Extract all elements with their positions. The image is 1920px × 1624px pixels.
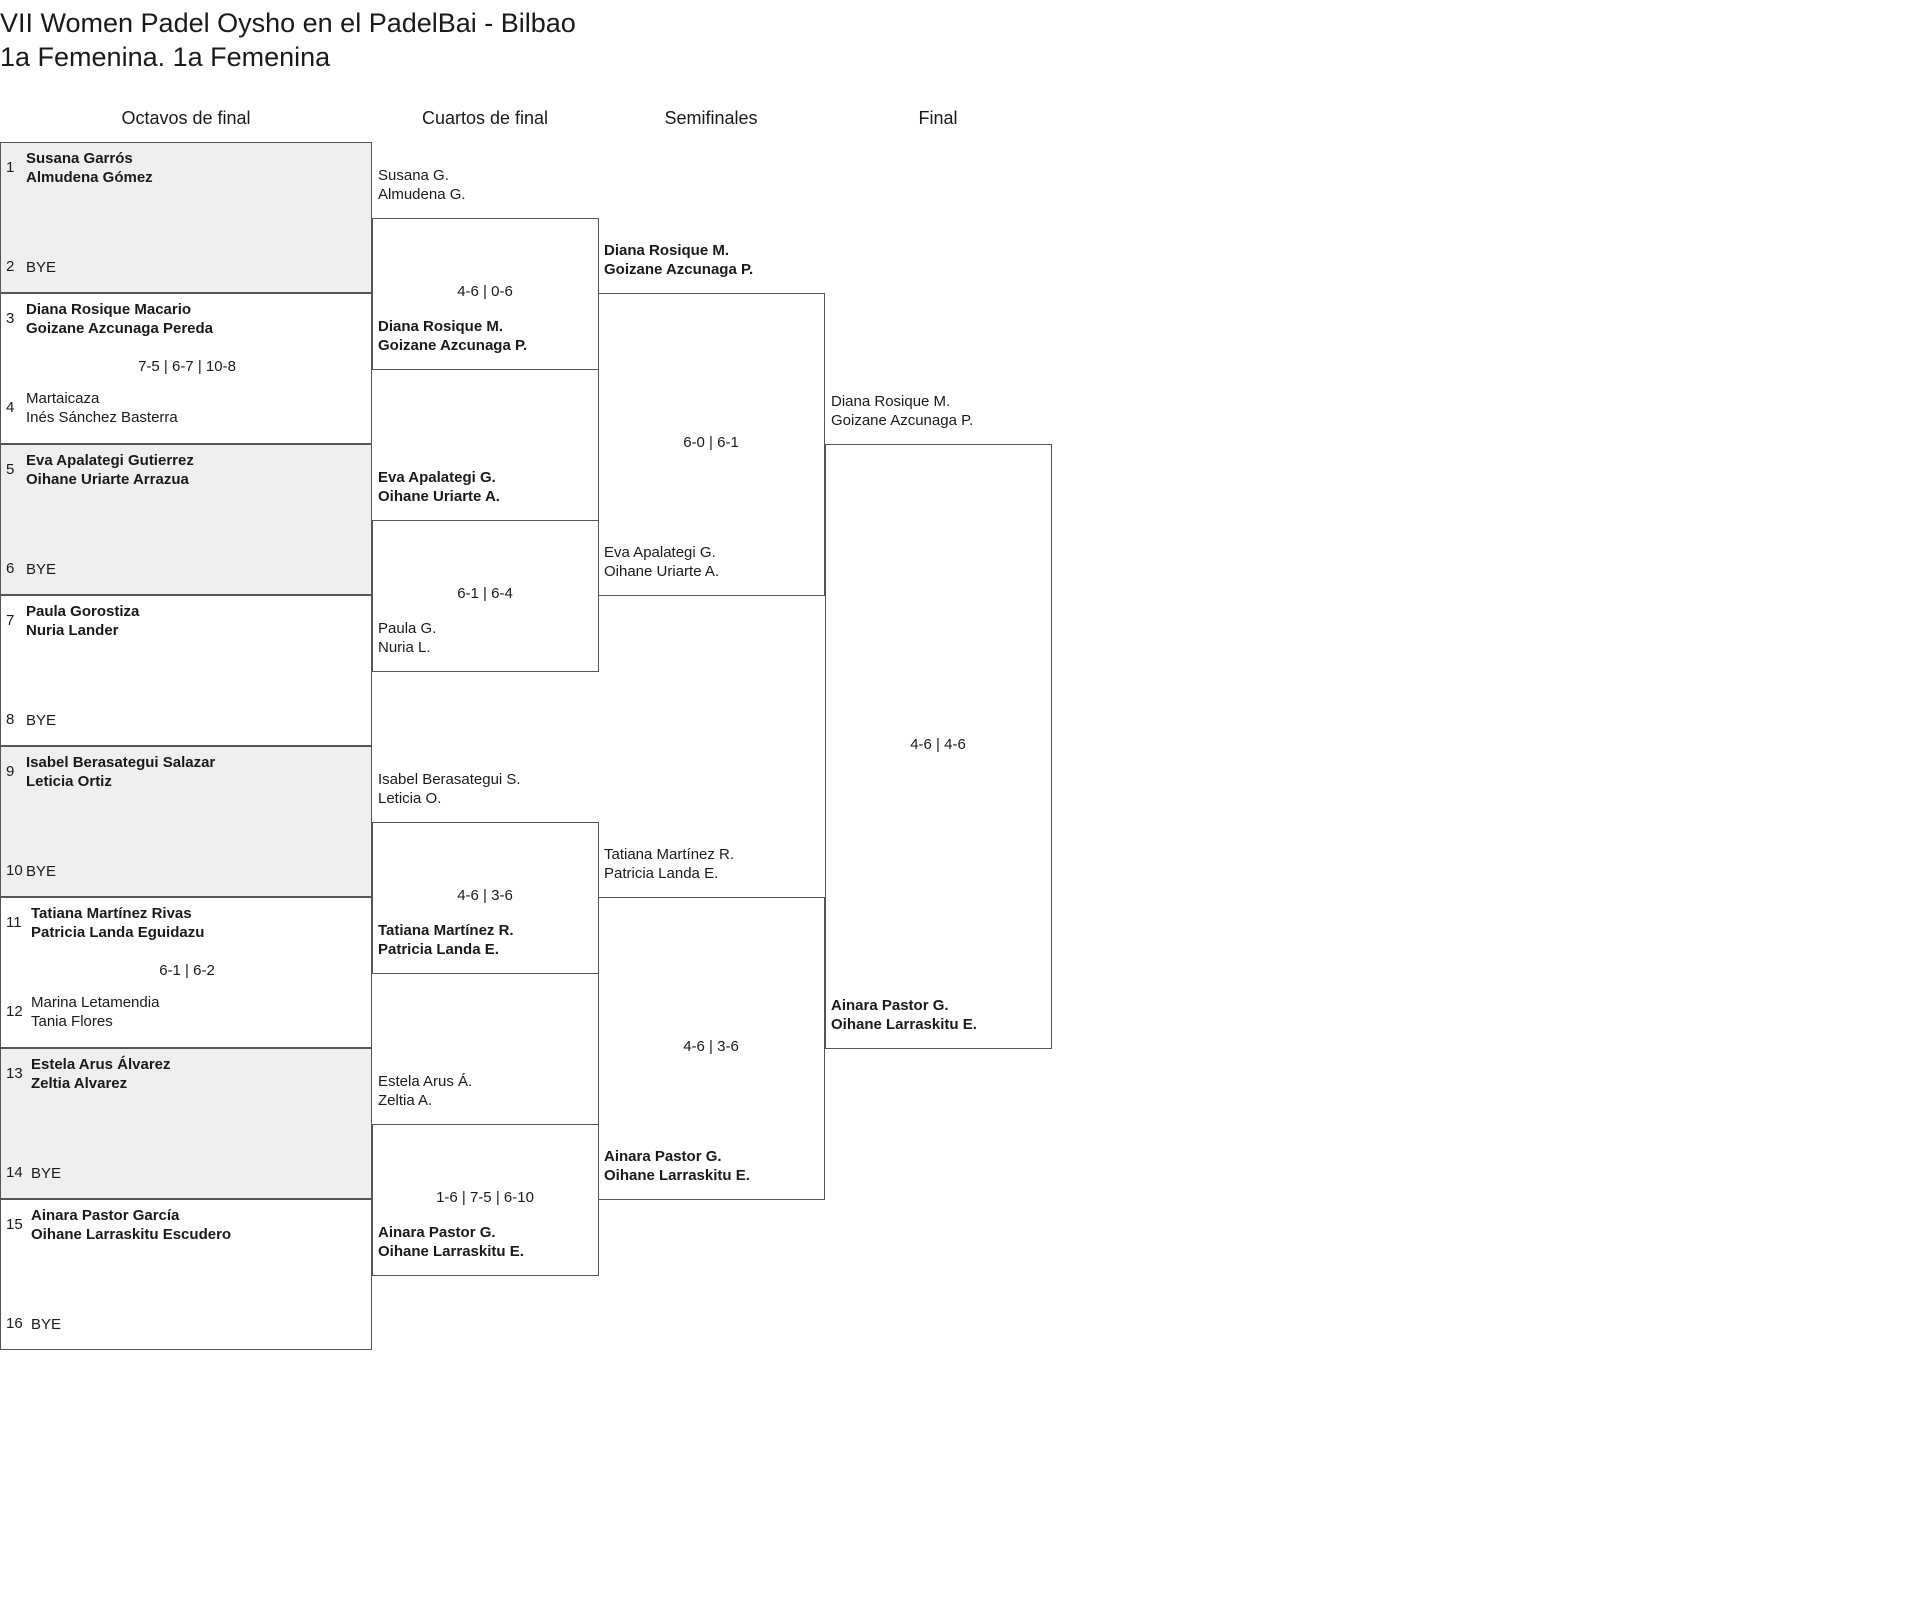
player-name: Patricia Landa E.	[378, 940, 499, 958]
round-header: Final	[918, 108, 958, 128]
player-name: Diana Rosique M.	[604, 242, 730, 259]
player-name: Diana Rosique M.	[831, 393, 951, 410]
match-octavos	[0, 746, 372, 897]
player-name: Inés Sánchez Basterra	[26, 409, 178, 426]
player-name: Nuria Lander	[26, 622, 119, 639]
team-entry[interactable]	[378, 317, 527, 355]
match-octavos	[0, 897, 372, 1048]
player-name: Eva Apalategi Gutierrez	[26, 452, 194, 469]
player-name: BYE	[26, 712, 57, 729]
team-entry[interactable]	[831, 392, 973, 430]
player-name: Goizane Azcunaga P.	[831, 412, 974, 429]
player-name: BYE	[26, 561, 57, 578]
match-score: 4-6 | 3-6	[457, 887, 513, 904]
team-entry[interactable]	[604, 241, 753, 279]
team-entry[interactable]	[604, 1147, 750, 1185]
player-name: Susana Garrós	[26, 150, 133, 167]
team-entry[interactable]	[378, 921, 514, 959]
player-name: Eva Apalategi G.	[604, 544, 716, 561]
team-entry[interactable]	[378, 1223, 524, 1261]
team-entry[interactable]	[378, 619, 436, 657]
player-name: Tatiana Martínez R.	[378, 921, 514, 939]
bye-entry	[26, 711, 56, 730]
team-entry[interactable]	[604, 543, 719, 581]
team-entry[interactable]	[378, 468, 500, 506]
team-entry[interactable]	[378, 1072, 472, 1110]
seed-number: 5	[6, 461, 15, 478]
seed-number: 2	[6, 258, 15, 275]
seed-number: 13	[6, 1065, 23, 1082]
player-name: Oihane Larraskitu E.	[604, 1167, 750, 1184]
team-entry[interactable]	[31, 1206, 231, 1244]
player-name: Diana Rosique Macario	[26, 301, 192, 318]
player-name: Martaicaza	[26, 390, 100, 407]
round-header: Cuartos de final	[421, 108, 549, 128]
player-name: Zeltia Alvarez	[31, 1075, 128, 1092]
player-name: Oihane Larraskitu E.	[378, 1242, 524, 1260]
category-name: 1a Femenina. 1a Femenina	[0, 42, 331, 72]
team-entry[interactable]	[604, 845, 734, 883]
match-score: 4-6 | 4-6	[910, 736, 966, 753]
player-name: Patricia Landa E.	[604, 865, 719, 882]
match-octavos	[0, 1048, 372, 1199]
player-name: Ainara Pastor G.	[378, 1223, 496, 1241]
player-name: Oihane Uriarte Arrazua	[26, 471, 189, 488]
team-entry[interactable]	[26, 602, 139, 640]
bye-entry	[26, 862, 56, 881]
round-header: Octavos de final	[121, 108, 251, 128]
player-name: BYE	[31, 1316, 62, 1333]
player-name: Zeltia A.	[378, 1091, 433, 1109]
player-name: Goizane Azcunaga P.	[378, 336, 528, 354]
player-name: Oihane Larraskitu Escudero	[31, 1226, 232, 1243]
match-octavos	[0, 1199, 372, 1350]
bye-entry	[26, 258, 56, 277]
player-name: Isabel Berasategui S.	[378, 770, 521, 788]
team-entry[interactable]	[31, 1055, 171, 1093]
player-name: Tania Flores	[31, 1013, 113, 1030]
player-name: Patricia Landa Eguidazu	[31, 924, 205, 941]
match-octavos	[0, 595, 372, 746]
player-name: Almudena Gómez	[26, 169, 153, 186]
player-name: Marina Letamendia	[31, 994, 160, 1011]
team-entry[interactable]	[26, 300, 213, 338]
player-name: Paula G.	[378, 619, 437, 637]
seed-number: 7	[6, 612, 15, 629]
seed-number: 9	[6, 763, 15, 780]
seed-number: 1	[6, 159, 15, 176]
team-entry[interactable]	[26, 149, 153, 187]
player-name: Paula Gorostiza	[26, 603, 140, 620]
team-entry[interactable]	[26, 753, 215, 791]
bye-entry	[31, 1164, 61, 1183]
seed-number: 8	[6, 711, 15, 728]
seed-number: 14	[6, 1164, 23, 1181]
player-name: Isabel Berasategui Salazar	[26, 754, 216, 771]
player-name: Goizane Azcunaga P.	[604, 261, 754, 278]
match-score: 4-6 | 3-6	[683, 1038, 739, 1055]
player-name: Ainara Pastor García	[31, 1207, 180, 1224]
tournament-name: VII Women Padel Oysho en el PadelBai - Bilbao	[0, 8, 576, 38]
match-octavos	[0, 293, 372, 444]
player-name: Estela Arus Á.	[378, 1072, 473, 1090]
match-score: 6-1 | 6-4	[457, 585, 513, 602]
player-name: Leticia O.	[378, 789, 442, 807]
seed-number: 10	[6, 862, 23, 879]
tournament-title	[0, 6, 576, 74]
player-name: BYE	[26, 259, 57, 276]
team-entry[interactable]	[26, 451, 194, 489]
seed-number: 3	[6, 310, 15, 327]
team-entry[interactable]	[831, 996, 977, 1034]
seed-number: 16	[6, 1315, 23, 1332]
seed-number: 6	[6, 560, 15, 577]
match-octavos	[0, 142, 372, 293]
player-name: Nuria L.	[378, 638, 431, 656]
player-name: Ainara Pastor G.	[604, 1148, 722, 1165]
player-name: Oihane Uriarte A.	[378, 487, 500, 505]
player-name: Oihane Uriarte A.	[604, 563, 720, 580]
player-name: Tatiana Martínez R.	[604, 846, 735, 863]
player-name: Oihane Larraskitu E.	[831, 1016, 977, 1033]
match-score: 4-6 | 0-6	[457, 283, 513, 300]
round-header: Semifinales	[664, 108, 758, 128]
player-name: BYE	[31, 1165, 62, 1182]
player-name: Estela Arus Álvarez	[31, 1056, 171, 1073]
match-score: 6-1 | 6-2	[159, 962, 215, 979]
player-name: Ainara Pastor G.	[831, 997, 949, 1014]
team-entry[interactable]	[31, 993, 159, 1031]
team-entry[interactable]	[378, 166, 466, 204]
seed-number: 11	[6, 914, 22, 931]
match-score: 7-5 | 6-7 | 10-8	[138, 358, 236, 375]
bye-entry	[31, 1315, 61, 1334]
match-score: 6-0 | 6-1	[683, 434, 739, 451]
team-entry[interactable]	[26, 389, 178, 427]
team-entry[interactable]	[31, 904, 204, 942]
bye-entry	[26, 560, 56, 579]
seed-number: 12	[6, 1003, 23, 1020]
player-name: Leticia Ortiz	[26, 773, 112, 790]
player-name: Susana G.	[378, 166, 449, 184]
player-name: Almudena G.	[378, 185, 466, 203]
player-name: BYE	[26, 863, 57, 880]
player-name: Tatiana Martínez Rivas	[31, 905, 192, 922]
player-name: Goizane Azcunaga Pereda	[26, 320, 214, 337]
player-name: Eva Apalategi G.	[378, 468, 496, 486]
seed-number: 15	[6, 1216, 23, 1233]
team-entry[interactable]	[378, 770, 521, 808]
match-octavos	[0, 444, 372, 595]
player-name: Diana Rosique M.	[378, 317, 504, 335]
seed-number: 4	[6, 399, 15, 416]
match-score: 1-6 | 7-5 | 6-10	[436, 1189, 534, 1206]
